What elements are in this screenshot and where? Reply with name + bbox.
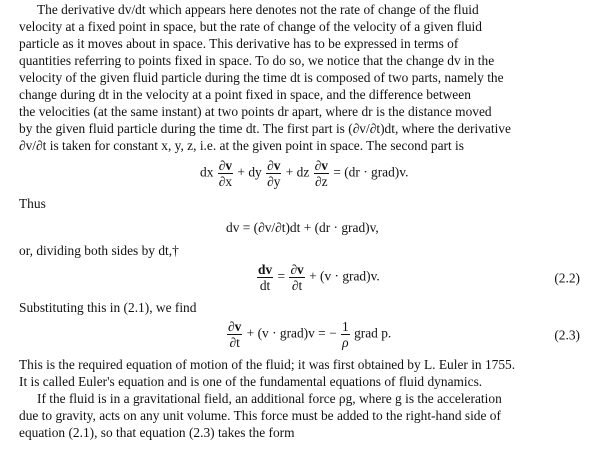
numerator: ∂v [228, 319, 242, 335]
equation-number: (2.2) [554, 270, 580, 286]
text-line: It is called Euler's equation and is one of the fundamental equations of fluid dynamics. [19, 374, 483, 390]
equation-convective-term [19, 158, 582, 189]
text-line: particle as it moves about in space. This derivative has to be expressed in terms of [19, 36, 459, 51]
eq-middle: + (v · grad)v = − [246, 326, 337, 341]
fraction [218, 158, 233, 189]
text-line: This is the required equation of motion of the fluid; it was first obtained by L. Euler in 1755. [19, 357, 516, 373]
text-line: velocity of the given fluid particle during the time dt is composed of two parts, namely the [19, 70, 504, 85]
eq-term: dx [200, 164, 214, 180]
text-line: quantities referring to points fixed in space. To do so, we notice that the change dv in the [19, 53, 495, 68]
equation-total-change [19, 218, 582, 236]
text-or-dividing: or, dividing both sides by dt,† [19, 243, 179, 259]
text-line: the velocities (at the same instant) at two points dr apart, where dr is the distance moved [19, 104, 492, 119]
paragraph-derivative-explanation [19, 1, 582, 154]
text-line: If the fluid is in a gravitational field, an additional force ρg, where g is the acceleration [37, 391, 502, 407]
equation-2-2 [19, 262, 582, 293]
fraction [314, 158, 329, 189]
text-line: The derivative dv/dt which appears here denotes not the rate of change of the fluid [37, 2, 479, 17]
paragraph-euler-equation [19, 356, 582, 390]
eq-term: + dz [285, 164, 310, 180]
denominator: ∂z [315, 174, 328, 189]
eq-rhs: = (dr · grad)v. [333, 164, 409, 180]
eq-equals: = [277, 269, 286, 284]
text-line: velocity at a fixed point in space, but the rate of change of the velocity of a given fluid [19, 19, 482, 34]
numerator: ∂v [314, 158, 328, 173]
numerator: dv [258, 262, 273, 278]
text-thus: Thus [19, 196, 46, 211]
denominator: ρ [342, 335, 349, 351]
text-line: equation (2.1), so that equation (2.3) takes the form [19, 425, 295, 441]
paragraph-gravitational-field [19, 390, 582, 441]
equation-2-3-euler [19, 319, 582, 350]
text-line: due to gravity, acts on any unit volume. This force must be added to the right-hand side of [19, 408, 501, 424]
denominator: ∂y [267, 174, 281, 189]
denominator: dt [259, 278, 271, 294]
eq-rest: grad p. [354, 326, 392, 341]
denominator: ∂x [218, 174, 233, 189]
denominator: ∂t [291, 278, 303, 294]
eq-term: + dy [237, 164, 262, 180]
equation-number: (2.3) [554, 327, 580, 343]
fraction [266, 158, 281, 189]
denominator: ∂t [229, 335, 240, 351]
fraction [227, 319, 242, 350]
numerator: ∂v [290, 262, 304, 278]
numerator: ∂v [267, 158, 281, 173]
fraction [341, 319, 350, 350]
eq-text: dv = (∂v/∂t)dt + (dr · grad)v, [226, 220, 379, 236]
text-substituting: Substituting this in (2.1), we find [19, 300, 197, 316]
text-line: change during dt in the velocity at a point fixed in space, and the difference between [19, 87, 471, 102]
text-line: by the given fluid particle during the time dt. The first part is (∂v/∂t)dt, where the derivative [19, 121, 511, 136]
numerator: ∂v [218, 158, 233, 173]
numerator: 1 [342, 319, 349, 335]
fraction [257, 262, 273, 293]
eq-rest: + (v · grad)v. [309, 269, 380, 284]
fraction [289, 262, 304, 293]
text-line: ∂v/∂t is taken for constant x, y, z, i.e. at the given point in space. The second part is [19, 138, 464, 153]
